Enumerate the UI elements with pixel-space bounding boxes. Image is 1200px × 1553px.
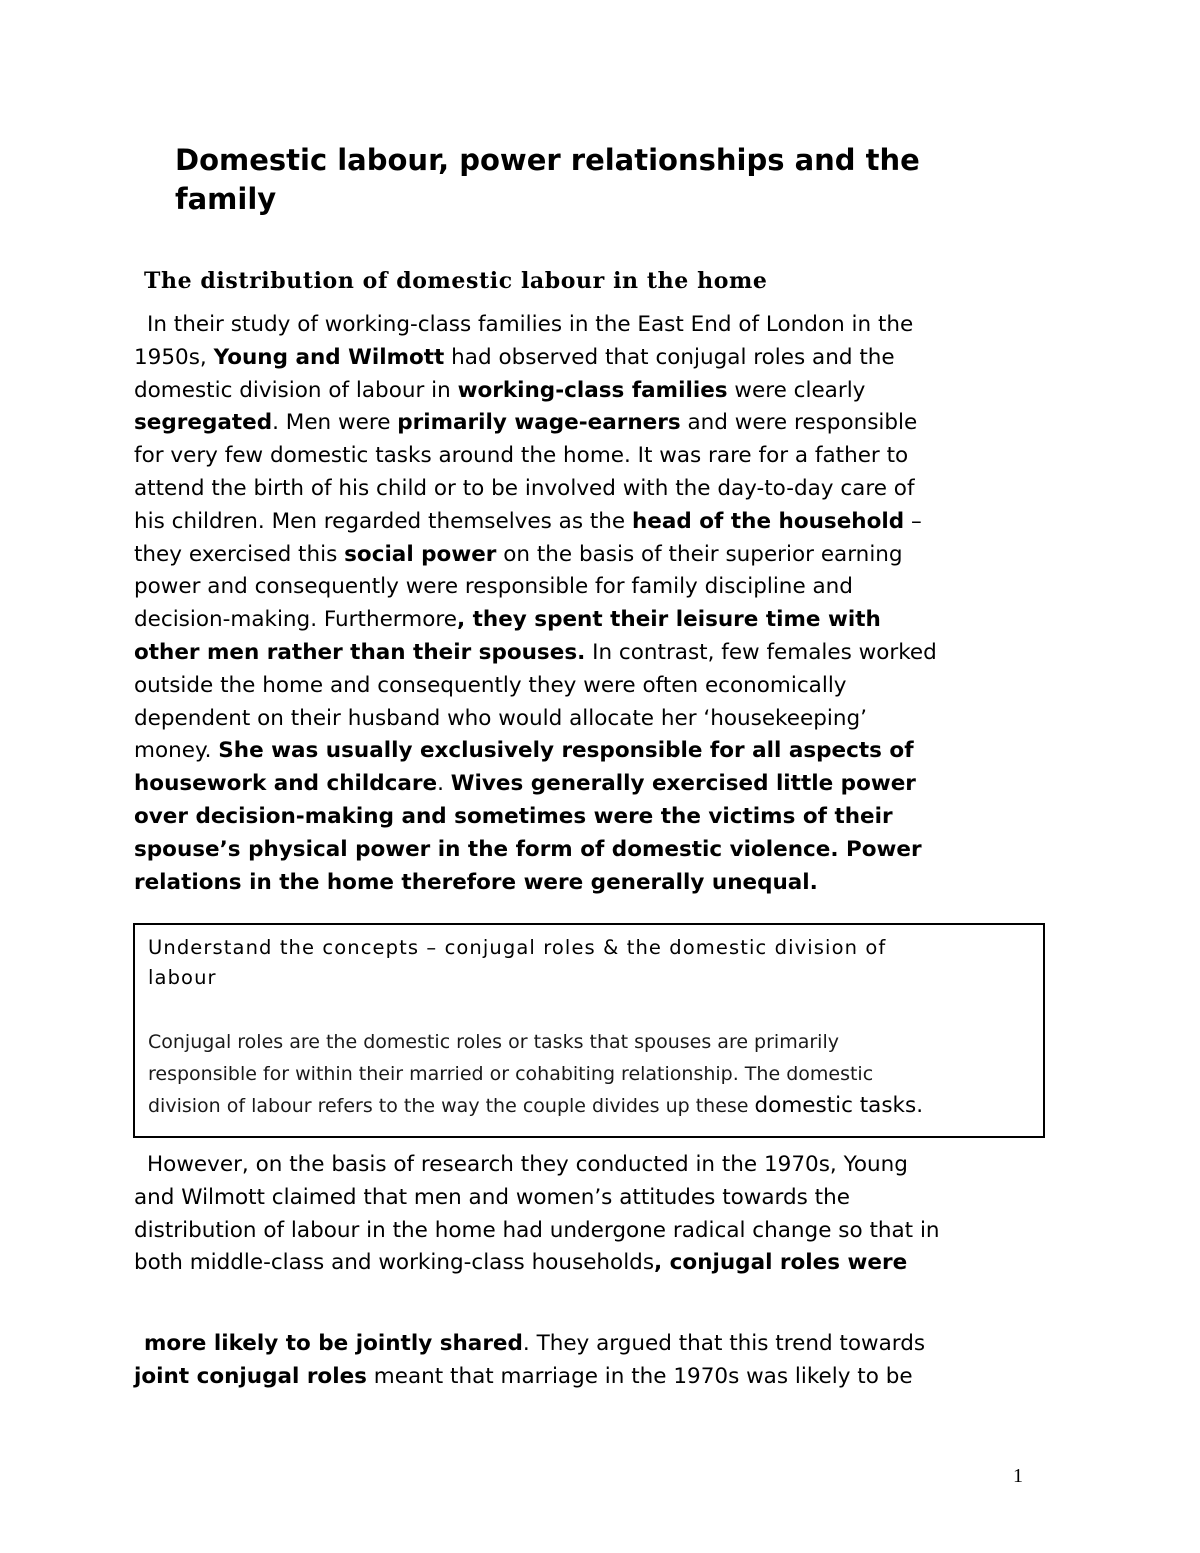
- bold-term: working-class families: [457, 377, 728, 403]
- text-line: decision-making. Furthermore, they spent their leisure time with: [134, 607, 881, 633]
- paragraph-segregated-roles: [134, 309, 1034, 899]
- bold-term: Wives generally exercised little power: [450, 771, 916, 797]
- concept-box: [133, 923, 1045, 1138]
- text-line: other men rather than their spouses. In contrast, few females worked: [134, 639, 937, 665]
- text-line: outside the home and consequently they were often economically: [134, 672, 847, 698]
- text-line: distribution of labour in the home had undergone radical change so that in: [134, 1217, 940, 1243]
- page-title: [175, 141, 1035, 219]
- emphasized-term: domestic tasks.: [754, 1093, 924, 1118]
- text-line: segregated. Men were primarily wage-earners and were responsible: [134, 410, 918, 436]
- paragraph-joint-roles: [134, 1149, 1034, 1280]
- bold-term: other men rather than their spouses.: [134, 639, 586, 665]
- text-line: Conjugal roles are the domestic roles or tasks that spouses are primarily: [148, 1031, 839, 1053]
- text-line: spouse’s physical power in the form of domestic violence. Power: [134, 836, 922, 862]
- text-line: In their study of working-class families in the East End of London in the: [147, 312, 914, 337]
- bold-term: primarily wage-earners: [397, 410, 681, 436]
- text-line: domestic division of labour in working-class families were clearly: [134, 377, 866, 403]
- bold-term: , conjugal roles were: [654, 1250, 908, 1276]
- text-line: for very few domestic tasks around the home. It was rare for a father to: [134, 443, 909, 469]
- text-line: labour: [148, 966, 217, 989]
- bold-term: social power: [344, 541, 497, 567]
- text-line: relations in the home therefore were generally unequal.: [134, 869, 818, 895]
- text-line: dependent on their husband who would allocate her ‘housekeeping’: [134, 705, 867, 731]
- text-line: they exercised this social power on the basis of their superior earning: [134, 541, 903, 567]
- text-line: more likely to be jointly shared. They argued that this trend towards: [144, 1331, 926, 1356]
- concept-box-title: [148, 933, 1028, 993]
- bold-term: segregated: [134, 410, 273, 436]
- text-line: his children. Men regarded themselves as the head of the household –: [134, 508, 922, 534]
- text-line: However, on the basis of research they conducted in the 1970s, Young: [147, 1152, 908, 1177]
- text-line: money. She was usually exclusively responsible for all aspects of: [134, 738, 914, 764]
- text-line: and Wilmott claimed that men and women’s attitudes towards the: [134, 1184, 850, 1210]
- section-heading: The distribution of domestic labour in the home: [144, 268, 768, 294]
- text-line: responsible for within their married or cohabiting relationship. The domestic: [148, 1063, 874, 1085]
- title-line: family: [175, 182, 277, 216]
- bold-term: more likely to be jointly shared: [144, 1331, 523, 1356]
- bold-term: , they spent their leisure time with: [456, 607, 881, 633]
- text-line: Understand the concepts – conjugal roles & the domestic division of: [148, 936, 887, 959]
- text-line: 1950s, Young and Wilmott had observed that conjugal roles and the: [134, 344, 895, 370]
- bold-term: head of the household: [632, 508, 905, 534]
- text-line: both middle-class and working-class households, conjugal roles were: [134, 1250, 908, 1276]
- paragraph-continuation: [134, 1328, 1034, 1394]
- text-line: over decision-making and sometimes were the victims of their: [134, 803, 893, 829]
- text-line: joint conjugal roles meant that marriage in the 1970s was likely to be: [134, 1363, 913, 1389]
- text-line: division of labour refers to the way the couple divides up these domestic tasks.: [148, 1093, 924, 1118]
- text-line: housework and childcare. Wives generally exercised little power: [134, 771, 916, 797]
- bold-term: housework and childcare: [134, 771, 438, 797]
- bold-term: She was usually exclusively responsible for all aspects of: [218, 738, 914, 764]
- text-line: power and consequently were responsible for family discipline and: [134, 574, 853, 600]
- page-number: 1: [1013, 1465, 1023, 1487]
- title-line: Domestic labour, power relationships and the: [175, 143, 920, 177]
- bold-term: joint conjugal roles: [134, 1363, 367, 1389]
- text-line: attend the birth of his child or to be involved with the day-to-day care of: [134, 475, 915, 501]
- bold-term: Young and Wilmott: [213, 344, 445, 370]
- concept-box-body: [148, 1026, 1043, 1122]
